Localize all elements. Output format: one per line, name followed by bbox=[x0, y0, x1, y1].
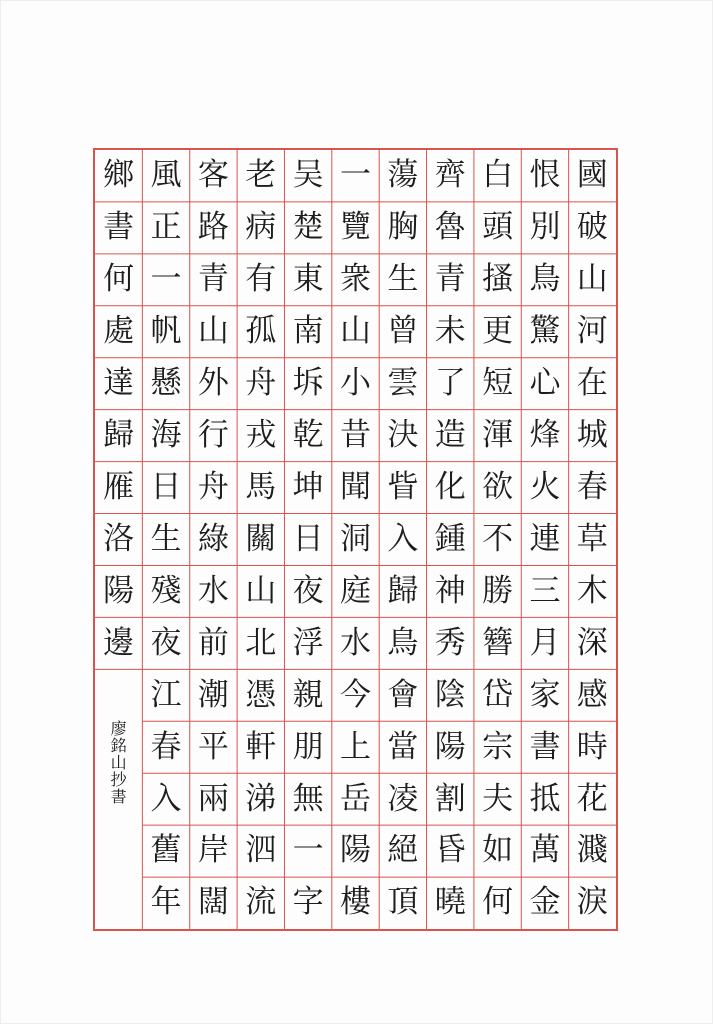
character-cell: 心 bbox=[529, 365, 561, 402]
character-cell: 未 bbox=[434, 313, 466, 350]
character-cell: 別 bbox=[529, 209, 561, 246]
character-cell: 花 bbox=[576, 780, 608, 817]
character-cell: 日 bbox=[150, 468, 182, 505]
character-cell: 青 bbox=[434, 261, 466, 298]
character-cell: 病 bbox=[245, 209, 277, 246]
character-cell: 蕩 bbox=[387, 157, 419, 194]
character-cell: 歸 bbox=[103, 417, 135, 454]
character-cell: 搔 bbox=[482, 261, 514, 298]
character-cell: 渾 bbox=[482, 417, 514, 454]
character-cell: 流 bbox=[245, 884, 277, 921]
character-cell: 造 bbox=[434, 417, 466, 454]
text-column bbox=[284, 150, 331, 929]
character-cell: 山 bbox=[197, 313, 229, 350]
character-cell: 戎 bbox=[245, 417, 277, 454]
character-cell: 無 bbox=[292, 780, 324, 817]
character-cell: 岱 bbox=[482, 676, 514, 713]
character-cell: 家 bbox=[529, 676, 561, 713]
character-cell: 眥 bbox=[387, 468, 419, 505]
character-cell: 懸 bbox=[150, 365, 182, 402]
character-cell: 何 bbox=[482, 884, 514, 921]
character-cell: 水 bbox=[197, 572, 229, 609]
character-cell: 河 bbox=[576, 313, 608, 350]
character-cell: 泗 bbox=[245, 832, 277, 869]
character-cell: 秀 bbox=[434, 624, 466, 661]
character-cell: 朋 bbox=[292, 728, 324, 765]
character-cell: 平 bbox=[197, 728, 229, 765]
character-cell: 庭 bbox=[339, 572, 371, 609]
character-cell: 邊 bbox=[103, 624, 135, 661]
character-cell: 胸 bbox=[387, 209, 419, 246]
character-cell: 春 bbox=[150, 728, 182, 765]
character-cell: 一 bbox=[292, 832, 324, 869]
character-cell: 書 bbox=[529, 728, 561, 765]
character-cell: 月 bbox=[529, 624, 561, 661]
character-cell: 鳥 bbox=[529, 261, 561, 298]
character-cell: 樓 bbox=[339, 884, 371, 921]
character-cell: 一 bbox=[339, 157, 371, 194]
character-cell: 曾 bbox=[387, 313, 419, 350]
character-cell: 頭 bbox=[482, 209, 514, 246]
character-cell: 水 bbox=[339, 624, 371, 661]
character-cell: 抵 bbox=[529, 780, 561, 817]
character-cell: 會 bbox=[387, 676, 419, 713]
character-cell: 昔 bbox=[339, 417, 371, 454]
character-cell: 欲 bbox=[482, 468, 514, 505]
signature-character: 銘 bbox=[110, 736, 127, 756]
character-cell: 風 bbox=[150, 157, 182, 194]
character-cell: 草 bbox=[576, 520, 608, 557]
character-cell: 當 bbox=[387, 728, 419, 765]
character-cell: 白 bbox=[482, 157, 514, 194]
character-cell: 海 bbox=[150, 417, 182, 454]
character-cell: 北 bbox=[245, 624, 277, 661]
character-cell: 入 bbox=[387, 520, 419, 557]
text-column bbox=[142, 150, 189, 929]
character-cell: 客 bbox=[197, 157, 229, 194]
character-cell: 書 bbox=[103, 209, 135, 246]
character-cell: 生 bbox=[150, 520, 182, 557]
character-cell: 雁 bbox=[103, 468, 135, 505]
signature-character: 廖 bbox=[110, 719, 127, 739]
character-cell: 坤 bbox=[292, 468, 324, 505]
character-cell: 如 bbox=[482, 832, 514, 869]
character-cell: 路 bbox=[197, 209, 229, 246]
character-cell: 坼 bbox=[292, 365, 324, 402]
character-cell: 鍾 bbox=[434, 520, 466, 557]
character-cell: 連 bbox=[529, 520, 561, 557]
character-cell: 憑 bbox=[245, 676, 277, 713]
character-cell: 覽 bbox=[339, 209, 371, 246]
character-cell: 楚 bbox=[292, 209, 324, 246]
character-cell: 日 bbox=[292, 520, 324, 557]
character-cell: 山 bbox=[245, 572, 277, 609]
character-cell: 時 bbox=[576, 728, 608, 765]
character-cell: 岸 bbox=[197, 832, 229, 869]
character-cell: 小 bbox=[339, 365, 371, 402]
character-cell: 衆 bbox=[339, 261, 371, 298]
character-cell: 鄉 bbox=[103, 157, 135, 194]
character-cell: 洛 bbox=[103, 520, 135, 557]
character-cell: 濺 bbox=[576, 832, 608, 869]
character-cell: 孤 bbox=[245, 313, 277, 350]
calligraphy-sheet bbox=[93, 148, 618, 931]
character-cell: 前 bbox=[197, 624, 229, 661]
character-cell: 親 bbox=[292, 676, 324, 713]
text-column bbox=[95, 150, 142, 929]
character-cell: 萬 bbox=[529, 832, 561, 869]
character-cell: 上 bbox=[339, 728, 371, 765]
character-cell: 關 bbox=[245, 520, 277, 557]
character-cell: 了 bbox=[434, 365, 466, 402]
character-cell: 曉 bbox=[434, 884, 466, 921]
character-cell: 神 bbox=[434, 572, 466, 609]
character-cell: 山 bbox=[576, 261, 608, 298]
character-cell: 浮 bbox=[292, 624, 324, 661]
character-cell: 陽 bbox=[339, 832, 371, 869]
signature-character: 山 bbox=[110, 752, 127, 772]
character-cell: 生 bbox=[387, 261, 419, 298]
character-cell: 馬 bbox=[245, 468, 277, 505]
character-cell: 陰 bbox=[434, 676, 466, 713]
character-cell: 陽 bbox=[103, 572, 135, 609]
character-cell: 正 bbox=[150, 209, 182, 246]
character-cell: 行 bbox=[197, 417, 229, 454]
character-cell: 短 bbox=[482, 365, 514, 402]
character-cell: 木 bbox=[576, 572, 608, 609]
character-cell: 吴 bbox=[292, 157, 324, 194]
character-cell: 雲 bbox=[387, 365, 419, 402]
character-cell: 感 bbox=[576, 676, 608, 713]
character-cell: 處 bbox=[103, 313, 135, 350]
character-cell: 何 bbox=[103, 261, 135, 298]
text-column bbox=[190, 150, 237, 929]
character-cell: 東 bbox=[292, 261, 324, 298]
character-cell: 青 bbox=[197, 261, 229, 298]
signature-character: 書 bbox=[110, 786, 127, 806]
character-cell: 軒 bbox=[245, 728, 277, 765]
character-cell: 老 bbox=[245, 157, 277, 194]
character-cell: 陽 bbox=[434, 728, 466, 765]
character-cell: 齊 bbox=[434, 157, 466, 194]
character-cell: 聞 bbox=[339, 468, 371, 505]
character-cell: 城 bbox=[576, 417, 608, 454]
character-cell: 外 bbox=[197, 365, 229, 402]
character-cell: 殘 bbox=[150, 572, 182, 609]
character-cell: 入 bbox=[150, 780, 182, 817]
character-cell: 化 bbox=[434, 468, 466, 505]
character-cell: 在 bbox=[576, 365, 608, 402]
character-cell: 不 bbox=[482, 520, 514, 557]
character-cell: 勝 bbox=[482, 572, 514, 609]
character-cell: 山 bbox=[339, 313, 371, 350]
character-cell: 夜 bbox=[292, 572, 324, 609]
character-cell: 絕 bbox=[387, 832, 419, 869]
character-cell: 更 bbox=[482, 313, 514, 350]
text-column bbox=[474, 150, 521, 929]
signature-character: 抄 bbox=[110, 769, 127, 789]
character-cell: 夫 bbox=[482, 780, 514, 817]
character-cell: 凌 bbox=[387, 780, 419, 817]
character-cell: 舊 bbox=[150, 832, 182, 869]
character-cell: 帆 bbox=[150, 313, 182, 350]
character-cell: 夜 bbox=[150, 624, 182, 661]
character-cell: 昏 bbox=[434, 832, 466, 869]
text-column bbox=[237, 150, 284, 929]
character-cell: 驚 bbox=[529, 313, 561, 350]
text-column bbox=[427, 150, 474, 929]
character-cell: 決 bbox=[387, 417, 419, 454]
character-cell: 恨 bbox=[529, 157, 561, 194]
character-cell: 舟 bbox=[197, 468, 229, 505]
character-cell: 三 bbox=[529, 572, 561, 609]
character-cell: 綠 bbox=[197, 520, 229, 557]
character-cell: 割 bbox=[434, 780, 466, 817]
character-cell: 岳 bbox=[339, 780, 371, 817]
character-cell: 洞 bbox=[339, 520, 371, 557]
character-cell: 深 bbox=[576, 624, 608, 661]
character-cell: 江 bbox=[150, 676, 182, 713]
character-cell: 魯 bbox=[434, 209, 466, 246]
character-cell: 今 bbox=[339, 676, 371, 713]
character-cell: 一 bbox=[150, 261, 182, 298]
character-cell: 有 bbox=[245, 261, 277, 298]
character-cell: 破 bbox=[576, 209, 608, 246]
character-cell: 春 bbox=[576, 468, 608, 505]
character-cell: 乾 bbox=[292, 417, 324, 454]
text-column bbox=[569, 150, 616, 929]
text-column bbox=[332, 150, 379, 929]
character-cell: 潮 bbox=[197, 676, 229, 713]
character-cell: 頂 bbox=[387, 884, 419, 921]
signature bbox=[95, 721, 142, 805]
character-cell: 金 bbox=[529, 884, 561, 921]
character-cell: 簪 bbox=[482, 624, 514, 661]
character-cell: 兩 bbox=[197, 780, 229, 817]
character-cell: 宗 bbox=[482, 728, 514, 765]
character-cell: 南 bbox=[292, 313, 324, 350]
character-cell: 闊 bbox=[197, 884, 229, 921]
character-cell: 年 bbox=[150, 884, 182, 921]
character-cell: 鳥 bbox=[387, 624, 419, 661]
character-cell: 火 bbox=[529, 468, 561, 505]
character-cell: 達 bbox=[103, 365, 135, 402]
character-cell: 字 bbox=[292, 884, 324, 921]
character-cell: 國 bbox=[576, 157, 608, 194]
character-cell: 涕 bbox=[245, 780, 277, 817]
character-cell: 烽 bbox=[529, 417, 561, 454]
character-cell: 舟 bbox=[245, 365, 277, 402]
character-cell: 淚 bbox=[576, 884, 608, 921]
text-column bbox=[521, 150, 568, 929]
character-cell: 歸 bbox=[387, 572, 419, 609]
text-column bbox=[379, 150, 426, 929]
